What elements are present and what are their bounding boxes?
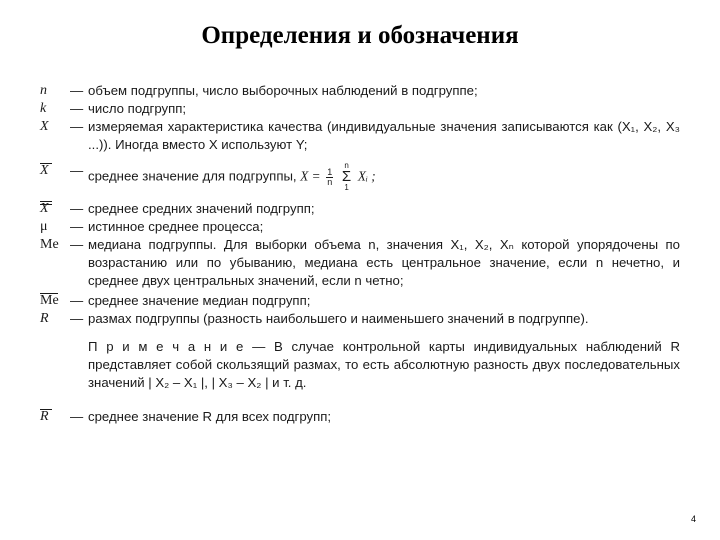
- definition-row-k: [40, 100, 680, 118]
- definition-text: измеряемая характеристика качества (индивидуальные значения записываются как (X₁, X₂, X₃ ...)). Иногда вместо X используют Y;: [88, 119, 680, 152]
- definition-row-me-bar: [40, 292, 680, 310]
- overline: [40, 409, 52, 410]
- definition-row-r: [40, 310, 680, 328]
- definition-text: истинное среднее процесса;: [88, 219, 264, 234]
- symbol-x-double-bar: X: [40, 200, 70, 218]
- sum-lower-limit: 1: [344, 183, 349, 192]
- dash: —: [70, 311, 84, 326]
- page-number: 4: [690, 514, 696, 524]
- dash: —: [70, 83, 84, 98]
- dash: —: [70, 163, 84, 178]
- sum-operator: [342, 162, 351, 192]
- definition-row-r-bar: [40, 408, 680, 426]
- symbol-r: R: [40, 311, 49, 326]
- symbol-me-bar: Me: [40, 293, 59, 308]
- definition-text: среднее значение R для всех подгрупп;: [88, 409, 332, 424]
- definition-row-x: [40, 118, 680, 154]
- definition-row-x-double-bar: [40, 200, 680, 218]
- dash: —: [70, 219, 84, 234]
- definition-text: среднее средних значений подгрупп;: [88, 201, 315, 216]
- fraction-denominator: n: [327, 176, 333, 187]
- symbol-k: k: [40, 101, 47, 116]
- definition-text: объем подгруппы, число выборочных наблюдений в подгруппе;: [88, 83, 478, 98]
- definition-text: размах подгруппы (разность наибольшего и наименьшего значений в подгруппе).: [88, 311, 589, 326]
- definition-text: среднее значение медиан подгрупп;: [88, 293, 311, 308]
- formula-lhs: X =: [300, 168, 321, 184]
- symbol-mu: μ: [40, 219, 48, 234]
- symbol-x-bar: X: [40, 162, 70, 192]
- note-paragraph: П р и м е ч а н и е — В случае контрольной карты индивидуальных наблюдений R представляет собой скользящий размах, то есть абсолютную разность двух последовательных значений | X₂ – X₁ |, | X₃ – X₂ | и т. д.: [88, 339, 680, 390]
- overline: [40, 201, 52, 202]
- definition-text: число подгрупп;: [88, 101, 187, 116]
- dash: —: [70, 119, 84, 134]
- dash: —: [70, 237, 84, 252]
- dash: —: [70, 201, 84, 216]
- fraction: [326, 168, 333, 187]
- symbol-x: X: [40, 119, 49, 134]
- symbol-me: Me: [40, 237, 59, 252]
- definition-row-me: [40, 236, 680, 290]
- dash: —: [70, 409, 84, 424]
- overline: [40, 293, 58, 294]
- definition-row-n: [40, 82, 680, 100]
- definition-text: медиана подгруппы. Для выборки объема n, значения X₁, X₂, Xₙ которой упорядочены по возрастанию или по убыванию, медиана есть центральное значение, если n нечетно, и среднее двух центральных значений, если n четно;: [88, 237, 680, 288]
- symbol-n: n: [40, 83, 47, 98]
- dash: —: [70, 293, 84, 308]
- sigma-icon: Σ: [341, 168, 352, 185]
- definition-row-x-bar: [40, 162, 680, 192]
- page-title: Определения и обозначения: [201, 22, 519, 49]
- symbol-r-bar: R: [40, 408, 70, 426]
- definitions-list: [40, 82, 680, 426]
- definition-text: среднее значение для подгруппы, X = $\frac{1}{n}$ n Σ 1 Xᵢ ;: [88, 161, 376, 192]
- definition-row-mu: [40, 218, 680, 236]
- overline: [40, 163, 52, 164]
- fraction-numerator: 1: [327, 166, 333, 177]
- overline: [40, 204, 52, 205]
- dash: —: [70, 101, 84, 116]
- formula-rhs: Xᵢ ;: [357, 168, 376, 184]
- sum-upper-limit: n: [344, 161, 349, 170]
